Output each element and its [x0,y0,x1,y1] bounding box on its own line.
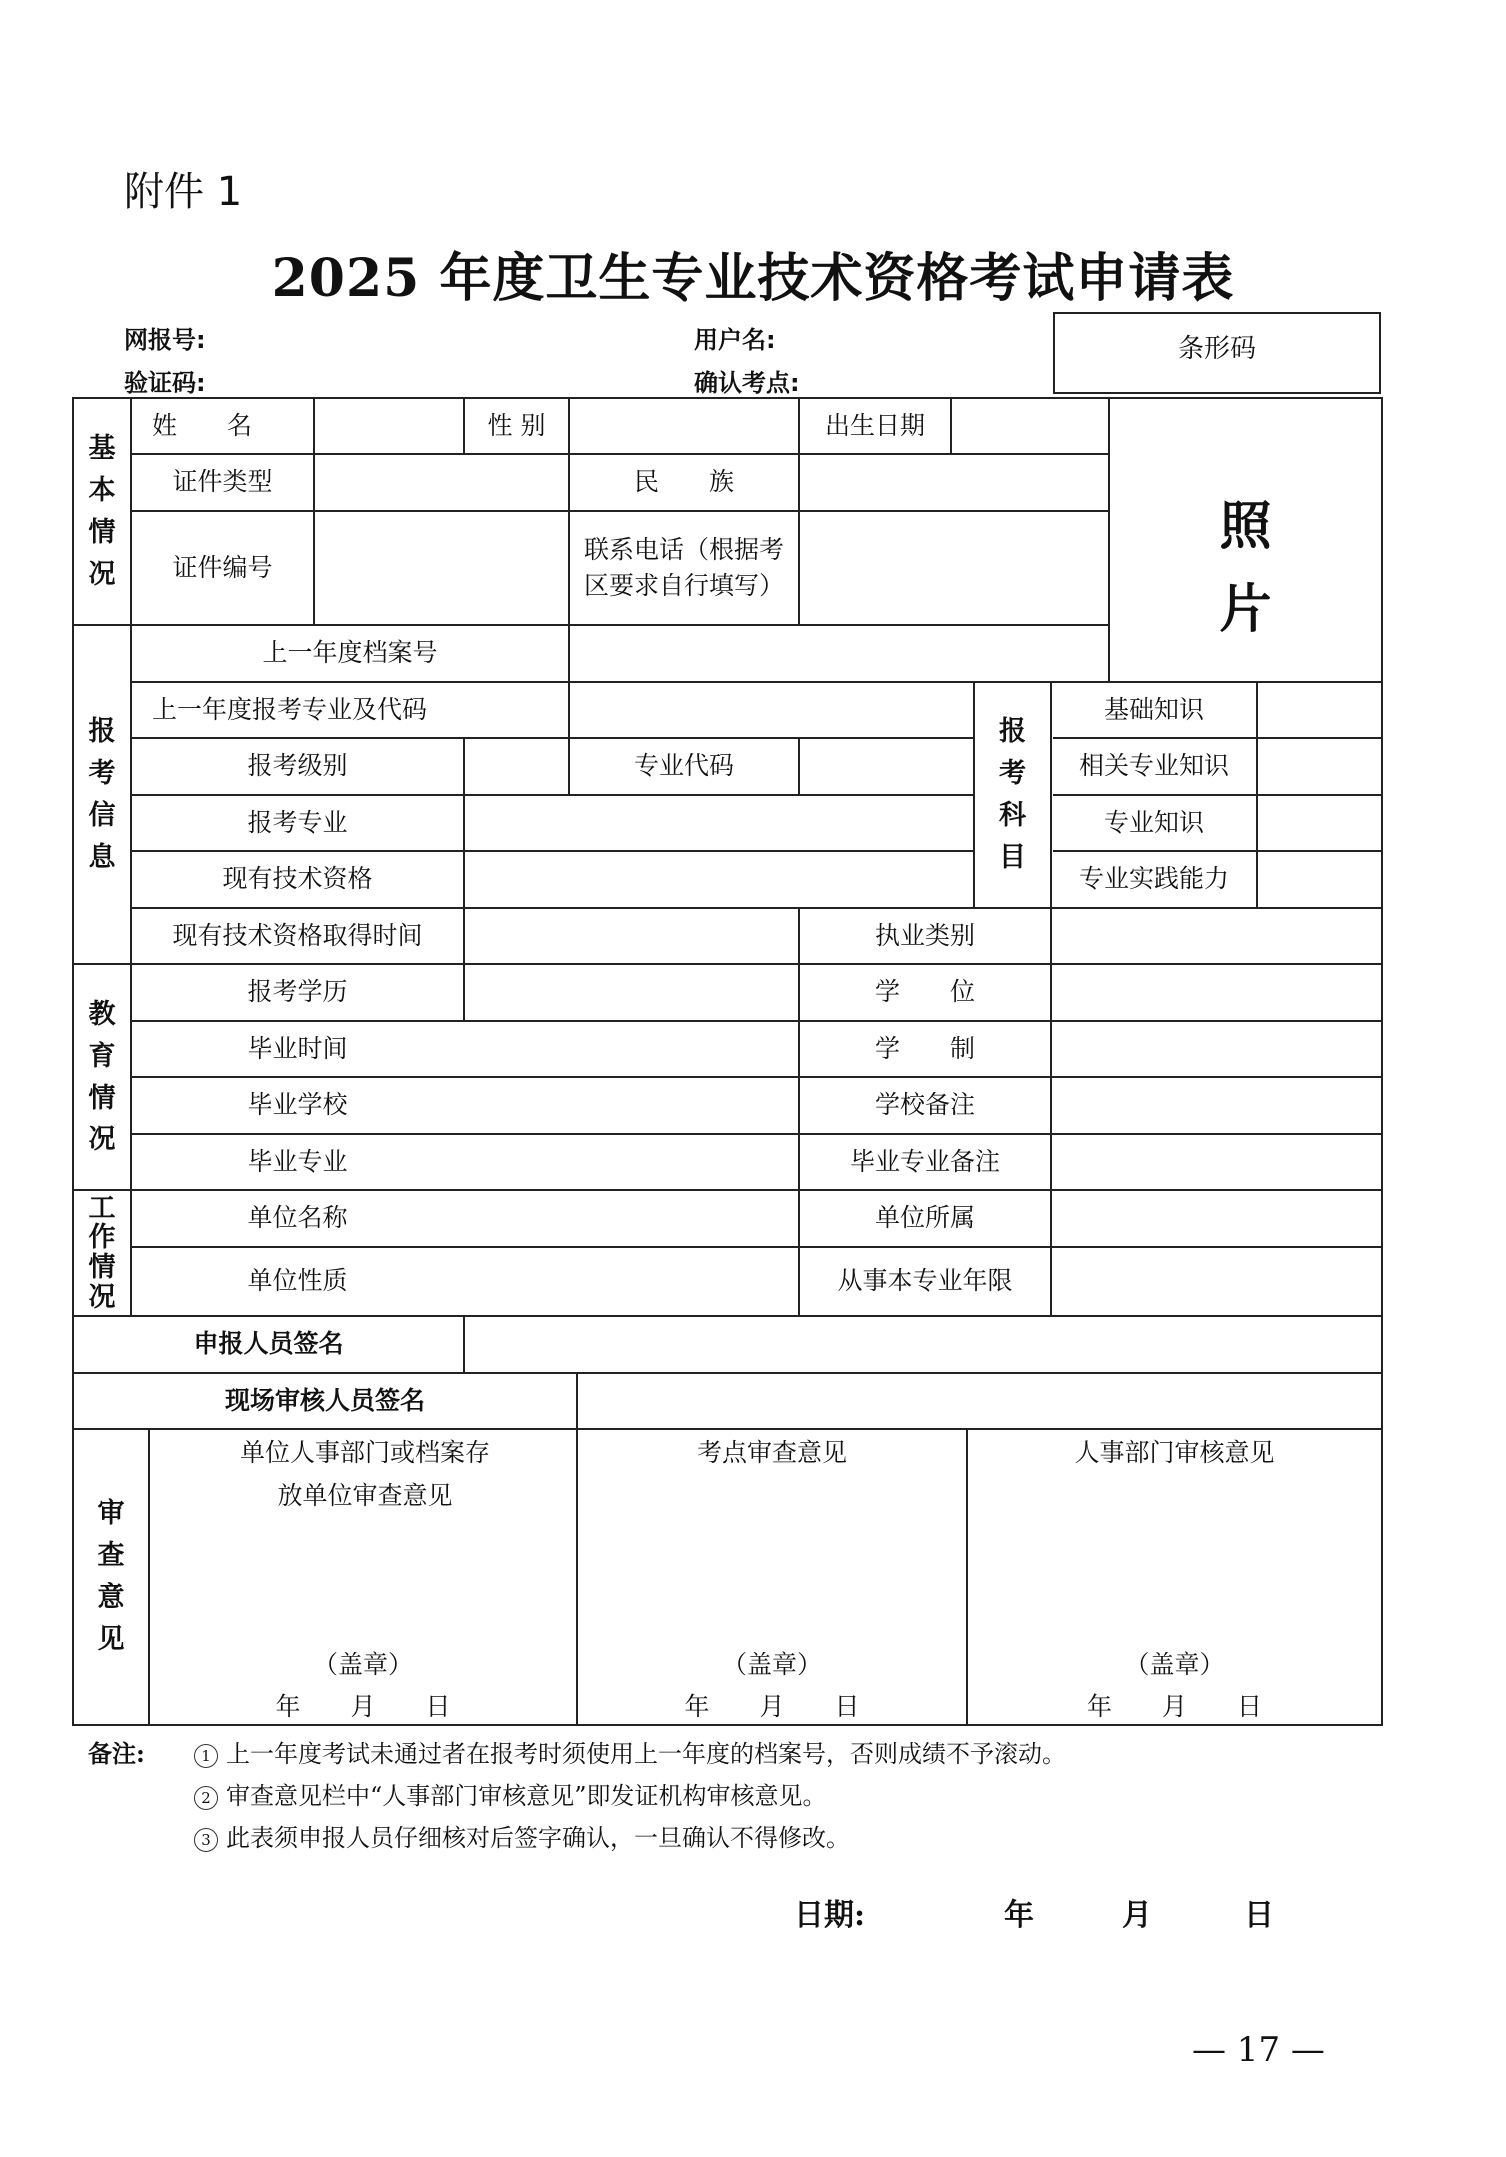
label-education: 报考学历 [247,977,348,1007]
label-qual-time: 现有技术资格取得时间 [172,920,423,950]
footer-date-label: 日期: [794,1898,866,1933]
username-label: 用户名: [694,326,776,354]
input-unit-nature[interactable] [465,1248,798,1315]
label-prev-file-no: 上一年度档案号 [262,638,438,668]
label-subject-major: 专业知识 [1103,807,1204,837]
review-hr-date: 年 月 日 [1086,1692,1262,1721]
checkbox-subject-basic[interactable] [1258,683,1381,737]
label-grad-major: 毕业专业 [247,1146,348,1176]
input-level[interactable] [465,739,568,794]
label-birth-date: 出生日期 [824,410,925,440]
form-title: 2025 年度卫生专业技术资格考试申请表 [271,248,1235,309]
photo-area[interactable]: 照 片 [1219,495,1272,640]
label-onsite-signature: 现场审核人员签名 [224,1385,425,1415]
label-unit-belong: 单位所属 [874,1203,975,1233]
barcode-box: 条形码 [1053,312,1381,394]
footer-date-year: 年 [1004,1898,1034,1933]
review-hr-stamp: （盖章） [1124,1650,1225,1679]
label-grad-major-note: 毕业专业备注 [849,1146,1000,1176]
input-id-number[interactable] [315,512,568,624]
input-phone[interactable] [800,512,1108,624]
review-unit-title: 单位人事部门或档案存放单位审查意见 [240,1438,491,1510]
input-grad-major-note[interactable] [1052,1135,1381,1189]
section-basic-info: 基 本 情 况 [88,433,116,590]
label-name: 姓 名 [152,410,253,440]
input-grad-time[interactable] [465,1022,798,1076]
label-unit-nature: 单位性质 [247,1266,348,1296]
input-prev-file-no[interactable] [570,626,1108,681]
section-work: 工 作 情 况 [88,1192,116,1313]
label-degree: 学 位 [874,977,975,1007]
input-major[interactable] [465,796,973,850]
input-name[interactable] [315,399,463,453]
label-school-note: 学校备注 [874,1090,975,1120]
label-school-system: 学 制 [874,1033,975,1063]
label-id-type: 证件类型 [172,467,273,497]
input-applicant-signature[interactable] [465,1317,1381,1372]
checkbox-subject-practice[interactable] [1258,852,1381,907]
label-practice-type: 执业类别 [874,920,975,950]
review-unit-stamp: （盖章） [312,1650,413,1679]
input-degree[interactable] [1052,965,1381,1020]
label-prev-major: 上一年度报考专业及代码 [152,694,428,724]
input-qual-time[interactable] [465,909,798,963]
label-major: 报考专业 [247,807,348,837]
input-onsite-signature[interactable] [578,1374,1381,1428]
section-review: 审 查 意 见 [97,1498,125,1655]
footer-date-day: 日 [1244,1898,1274,1933]
input-id-type[interactable] [315,455,568,510]
attachment-label: 附件 1 [124,169,243,215]
label-id-number: 证件编号 [172,552,273,582]
input-birth-date[interactable] [952,399,1108,453]
input-ethnicity[interactable] [800,455,1108,510]
checkbox-subject-related[interactable] [1258,739,1381,794]
input-current-qual[interactable] [465,852,973,907]
label-ethnicity: 民 族 [633,467,734,497]
label-grad-time: 毕业时间 [247,1033,348,1063]
input-grad-major[interactable] [465,1135,798,1189]
review-site-stamp: （盖章） [721,1650,822,1679]
review-site-date: 年 月 日 [684,1692,860,1721]
page-number: — 17 — [1192,2030,1325,2070]
label-applicant-signature: 申报人员签名 [193,1329,344,1359]
exam-site-label: 确认考点: [694,369,800,397]
verify-code-label: 验证码: [124,369,206,397]
note-number: 2 [194,1786,218,1810]
input-major-code[interactable] [800,739,973,794]
note-item-2: 2 审查意见栏中“人事部门审核意见”即发证机构审核意见。 [194,1776,827,1811]
input-unit-name[interactable] [465,1191,798,1246]
label-subject-practice: 专业实践能力 [1078,864,1229,894]
input-education[interactable] [465,965,798,1020]
section-education: 教 育 情 况 [88,998,116,1156]
label-school: 毕业学校 [247,1090,348,1120]
label-level: 报考级别 [247,751,348,781]
review-site-title: 考点审查意见 [696,1438,847,1467]
review-hr-title: 人事部门审核意见 [1074,1438,1275,1467]
note-number: 3 [194,1828,218,1852]
notes-label: 备注: [88,1739,145,1768]
input-school-note[interactable] [1052,1078,1381,1133]
input-unit-belong[interactable] [1052,1191,1381,1246]
input-work-years[interactable] [1052,1248,1381,1315]
input-school[interactable] [465,1078,798,1133]
input-practice-type[interactable] [1052,909,1381,963]
label-phone: 联系电话（根据考区要求自行填写） [583,534,784,600]
label-work-years: 从事本专业年限 [837,1266,1013,1296]
label-subject-related: 相关专业知识 [1078,751,1229,781]
label-current-qual: 现有技术资格 [222,864,373,894]
checkbox-subject-major[interactable] [1258,796,1381,850]
review-unit-date: 年 月 日 [275,1692,451,1721]
section-exam-info: 报 考 信 息 [88,716,116,873]
footer-date-month: 月 [1122,1898,1152,1933]
input-prev-major[interactable] [570,683,973,737]
label-subject-basic: 基础知识 [1103,694,1204,724]
label-unit-name: 单位名称 [247,1203,348,1233]
web-id-label: 网报号: [124,326,206,354]
input-gender[interactable] [570,399,798,453]
section-exam-subjects: 报 考 科 目 [999,716,1026,873]
input-school-system[interactable] [1052,1022,1381,1076]
label-major-code: 专业代码 [633,751,734,781]
note-item-3: 3 此表须申报人员仔细核对后签字确认，一旦确认不得修改。 [194,1818,850,1853]
label-gender: 性 别 [487,410,546,440]
note-number: 1 [194,1744,218,1768]
note-item-1: 1 上一年度考试未通过者在报考时须使用上一年度的档案号，否则成绩不予滚动。 [194,1734,1066,1769]
